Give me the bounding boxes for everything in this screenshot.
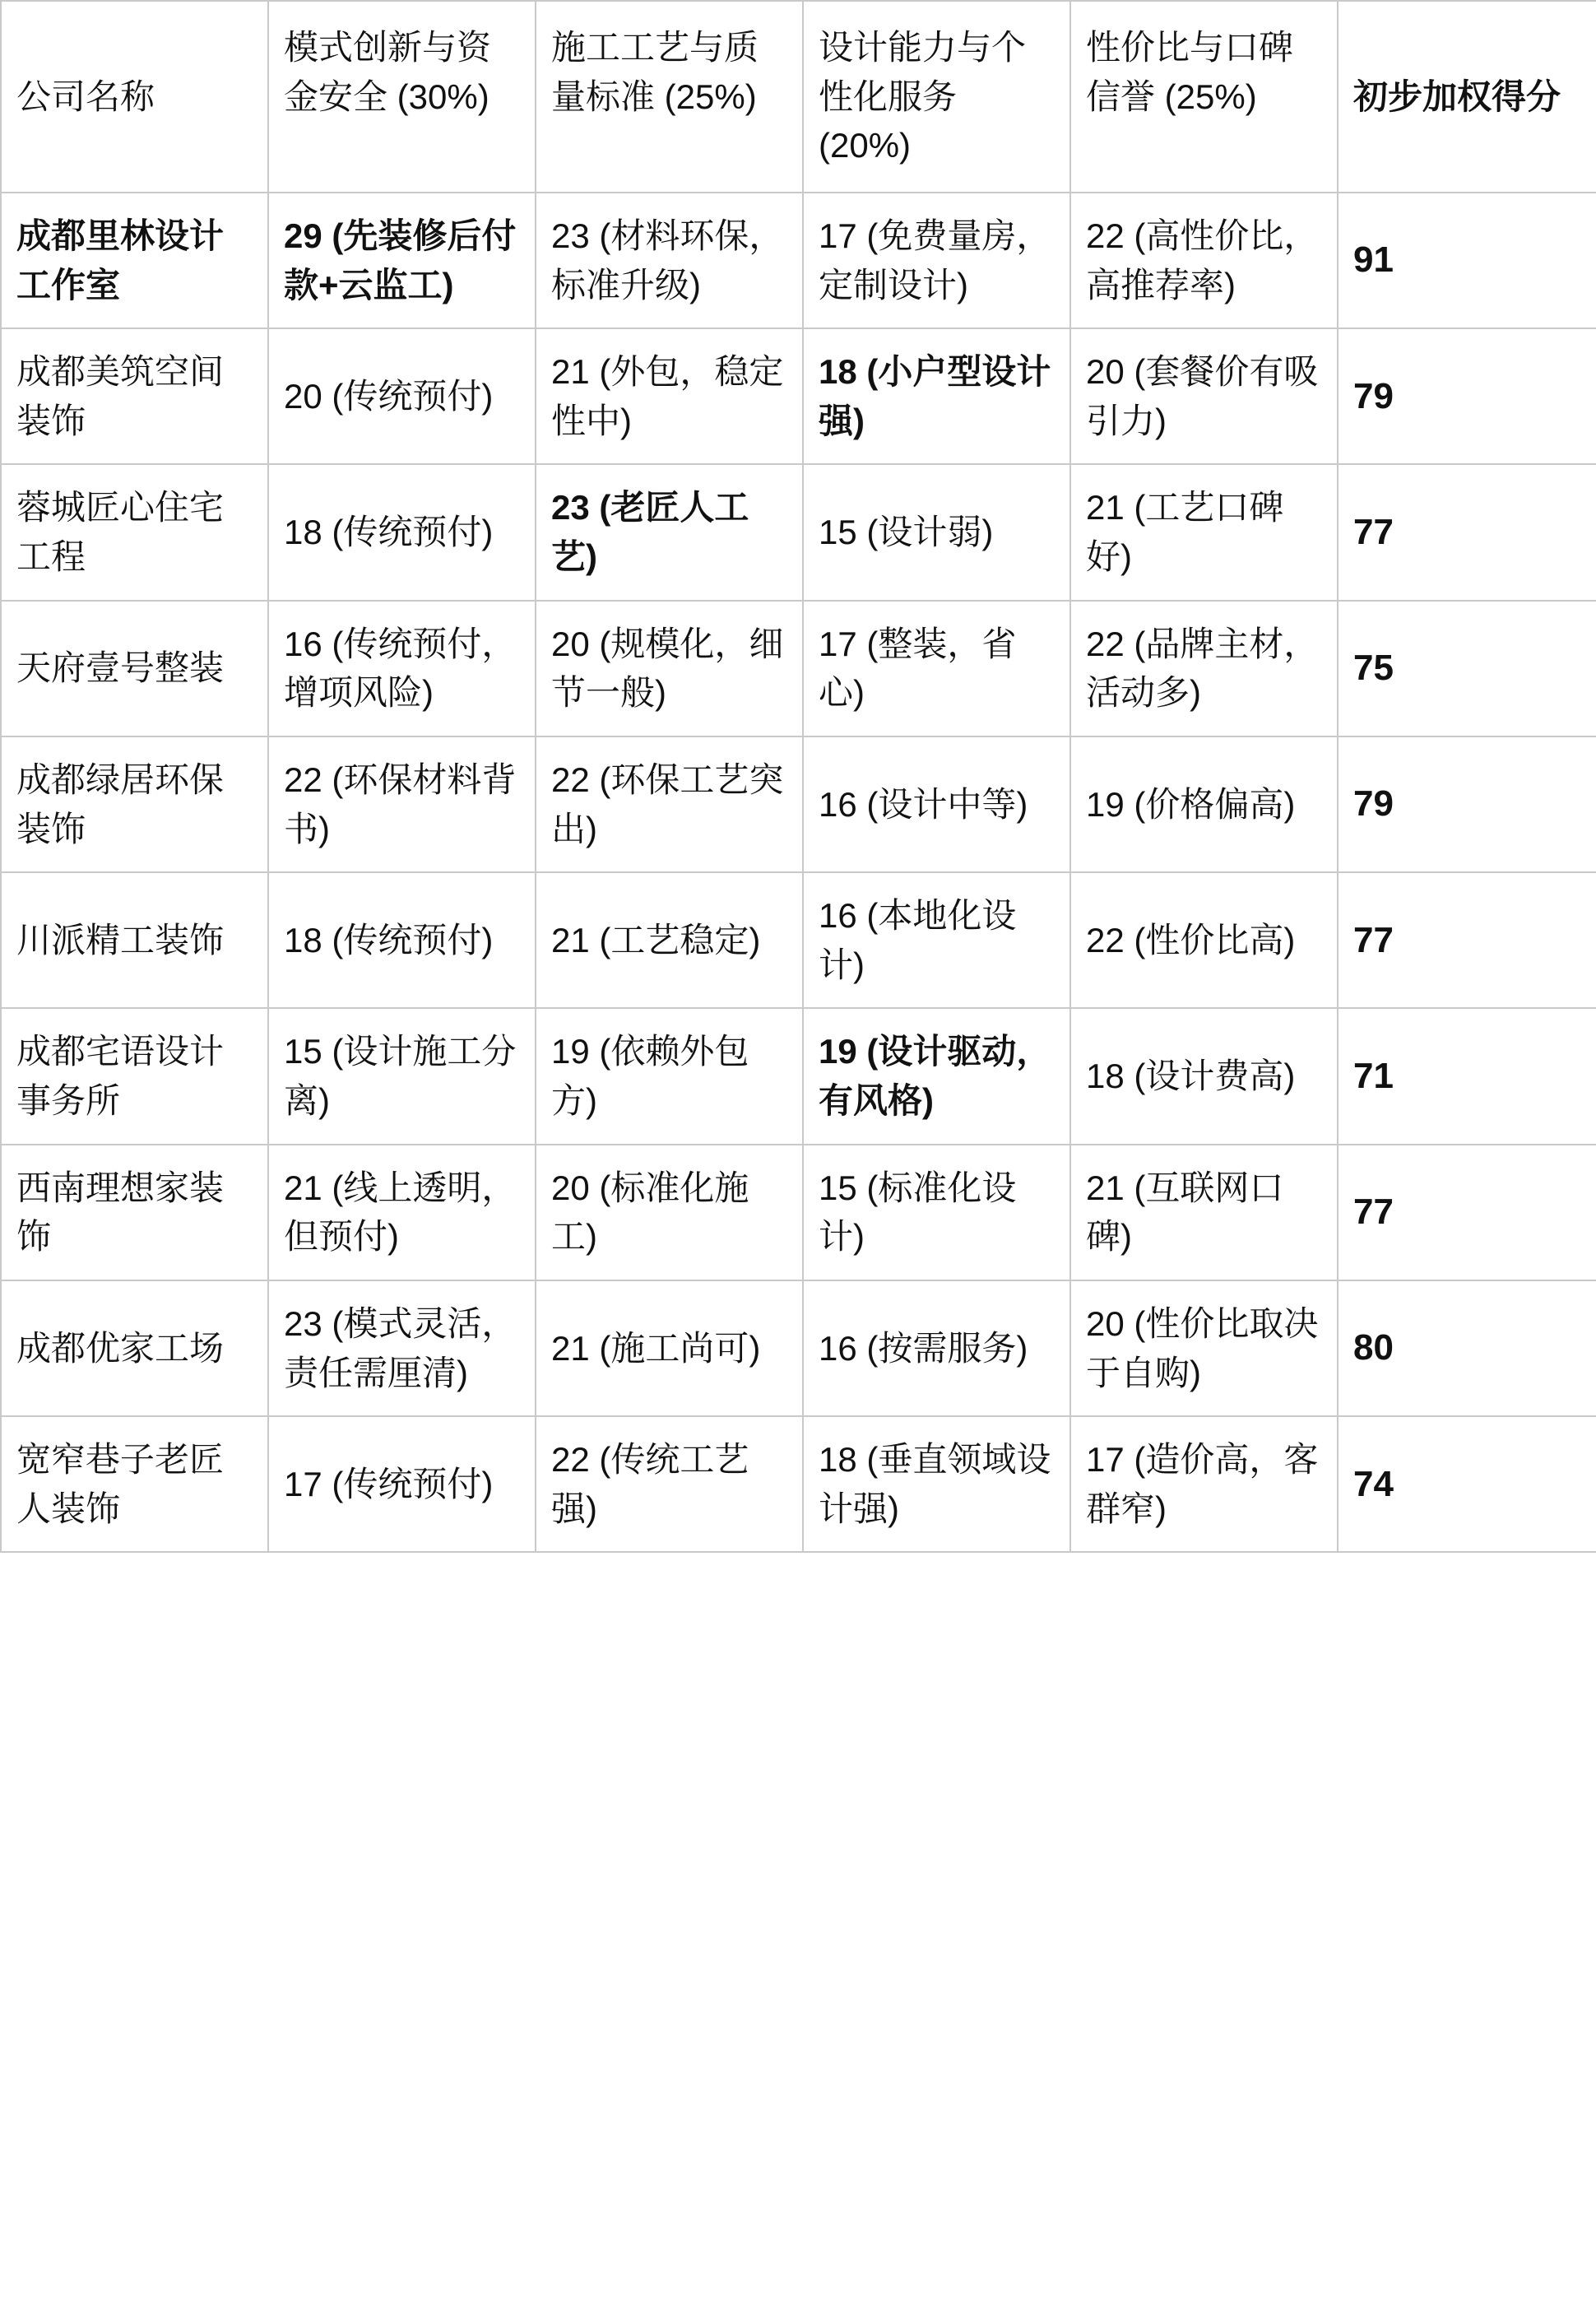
cell-criterion-1: 17 (传统预付) bbox=[268, 1416, 536, 1552]
cell-company-name: 成都美筑空间装饰 bbox=[1, 328, 268, 464]
table-header bbox=[1, 1, 1596, 193]
cell-company-name: 成都宅语设计事务所 bbox=[1, 1008, 268, 1144]
cell-criterion-3: 15 (设计弱) bbox=[803, 464, 1070, 600]
cell-criterion-4: 22 (性价比高) bbox=[1070, 872, 1338, 1008]
table-row bbox=[1, 328, 1596, 464]
column-header-company: 公司名称 bbox=[1, 1, 268, 193]
table-row bbox=[1, 1416, 1596, 1552]
cell-criterion-4: 19 (价格偏高) bbox=[1070, 736, 1338, 872]
cell-weighted-score: 75 bbox=[1338, 601, 1596, 736]
column-header-construction-quality: 施工工艺与质量标准 (25%) bbox=[536, 1, 803, 193]
cell-criterion-1: 29 (先装修后付款+云监工) bbox=[268, 193, 536, 328]
table-body bbox=[1, 193, 1596, 1553]
cell-company-name: 天府壹号整装 bbox=[1, 601, 268, 736]
cell-criterion-2: 20 (标准化施工) bbox=[536, 1145, 803, 1280]
cell-weighted-score: 77 bbox=[1338, 1145, 1596, 1280]
cell-criterion-4: 22 (高性价比，高推荐率) bbox=[1070, 193, 1338, 328]
table-row bbox=[1, 1280, 1596, 1416]
table-row bbox=[1, 872, 1596, 1008]
cell-criterion-3: 16 (本地化设计) bbox=[803, 872, 1070, 1008]
cell-criterion-1: 18 (传统预付) bbox=[268, 872, 536, 1008]
cell-criterion-1: 18 (传统预付) bbox=[268, 464, 536, 600]
table-row bbox=[1, 193, 1596, 328]
column-header-design-capability: 设计能力与个性化服务 (20%) bbox=[803, 1, 1070, 193]
cell-weighted-score: 77 bbox=[1338, 464, 1596, 600]
cell-criterion-3: 15 (标准化设计) bbox=[803, 1145, 1070, 1280]
column-header-model-innovation: 模式创新与资金安全 (30%) bbox=[268, 1, 536, 193]
cell-weighted-score: 91 bbox=[1338, 193, 1596, 328]
table-row bbox=[1, 601, 1596, 736]
cell-weighted-score: 80 bbox=[1338, 1280, 1596, 1416]
cell-weighted-score: 71 bbox=[1338, 1008, 1596, 1144]
cell-criterion-3: 16 (按需服务) bbox=[803, 1280, 1070, 1416]
cell-criterion-1: 16 (传统预付，增项风险) bbox=[268, 601, 536, 736]
cell-company-name: 川派精工装饰 bbox=[1, 872, 268, 1008]
cell-criterion-4: 21 (互联网口碑) bbox=[1070, 1145, 1338, 1280]
cell-company-name: 成都里林设计工作室 bbox=[1, 193, 268, 328]
cell-criterion-4: 20 (性价比取决于自购) bbox=[1070, 1280, 1338, 1416]
cell-criterion-2: 22 (环保工艺突出) bbox=[536, 736, 803, 872]
cell-company-name: 西南理想家装饰 bbox=[1, 1145, 268, 1280]
cell-criterion-2: 20 (规模化，细节一般) bbox=[536, 601, 803, 736]
cell-company-name: 成都优家工场 bbox=[1, 1280, 268, 1416]
cell-criterion-1: 22 (环保材料背书) bbox=[268, 736, 536, 872]
cell-criterion-3: 19 (设计驱动，有风格) bbox=[803, 1008, 1070, 1144]
cell-weighted-score: 77 bbox=[1338, 872, 1596, 1008]
cell-criterion-4: 22 (品牌主材，活动多) bbox=[1070, 601, 1338, 736]
cell-criterion-4: 20 (套餐价有吸引力) bbox=[1070, 328, 1338, 464]
cell-weighted-score: 79 bbox=[1338, 736, 1596, 872]
column-header-weighted-score: 初步加权得分 bbox=[1338, 1, 1596, 193]
cell-criterion-3: 17 (整装，省心) bbox=[803, 601, 1070, 736]
cell-criterion-2: 19 (依赖外包方) bbox=[536, 1008, 803, 1144]
cell-criterion-2: 23 (老匠人工艺) bbox=[536, 464, 803, 600]
table-row bbox=[1, 464, 1596, 600]
cell-weighted-score: 79 bbox=[1338, 328, 1596, 464]
cell-company-name: 蓉城匠心住宅工程 bbox=[1, 464, 268, 600]
cell-criterion-3: 18 (垂直领域设计强) bbox=[803, 1416, 1070, 1552]
cell-criterion-4: 21 (工艺口碑好) bbox=[1070, 464, 1338, 600]
table-row bbox=[1, 736, 1596, 872]
cell-criterion-2: 21 (施工尚可) bbox=[536, 1280, 803, 1416]
cell-weighted-score: 74 bbox=[1338, 1416, 1596, 1552]
cell-criterion-1: 15 (设计施工分离) bbox=[268, 1008, 536, 1144]
table-row bbox=[1, 1008, 1596, 1144]
cell-criterion-3: 16 (设计中等) bbox=[803, 736, 1070, 872]
cell-company-name: 宽窄巷子老匠人装饰 bbox=[1, 1416, 268, 1552]
column-header-value-reputation: 性价比与口碑信誉 (25%) bbox=[1070, 1, 1338, 193]
cell-criterion-2: 22 (传统工艺强) bbox=[536, 1416, 803, 1552]
cell-criterion-1: 21 (线上透明，但预付) bbox=[268, 1145, 536, 1280]
table-header-row bbox=[1, 1, 1596, 193]
table-row bbox=[1, 1145, 1596, 1280]
cell-company-name: 成都绿居环保装饰 bbox=[1, 736, 268, 872]
cell-criterion-4: 18 (设计费高) bbox=[1070, 1008, 1338, 1144]
cell-criterion-3: 18 (小户型设计强) bbox=[803, 328, 1070, 464]
cell-criterion-1: 20 (传统预付) bbox=[268, 328, 536, 464]
cell-criterion-2: 21 (工艺稳定) bbox=[536, 872, 803, 1008]
cell-criterion-4: 17 (造价高，客群窄) bbox=[1070, 1416, 1338, 1552]
cell-criterion-2: 23 (材料环保，标准升级) bbox=[536, 193, 803, 328]
cell-criterion-1: 23 (模式灵活，责任需厘清) bbox=[268, 1280, 536, 1416]
cell-criterion-2: 21 (外包，稳定性中) bbox=[536, 328, 803, 464]
cell-criterion-3: 17 (免费量房，定制设计) bbox=[803, 193, 1070, 328]
